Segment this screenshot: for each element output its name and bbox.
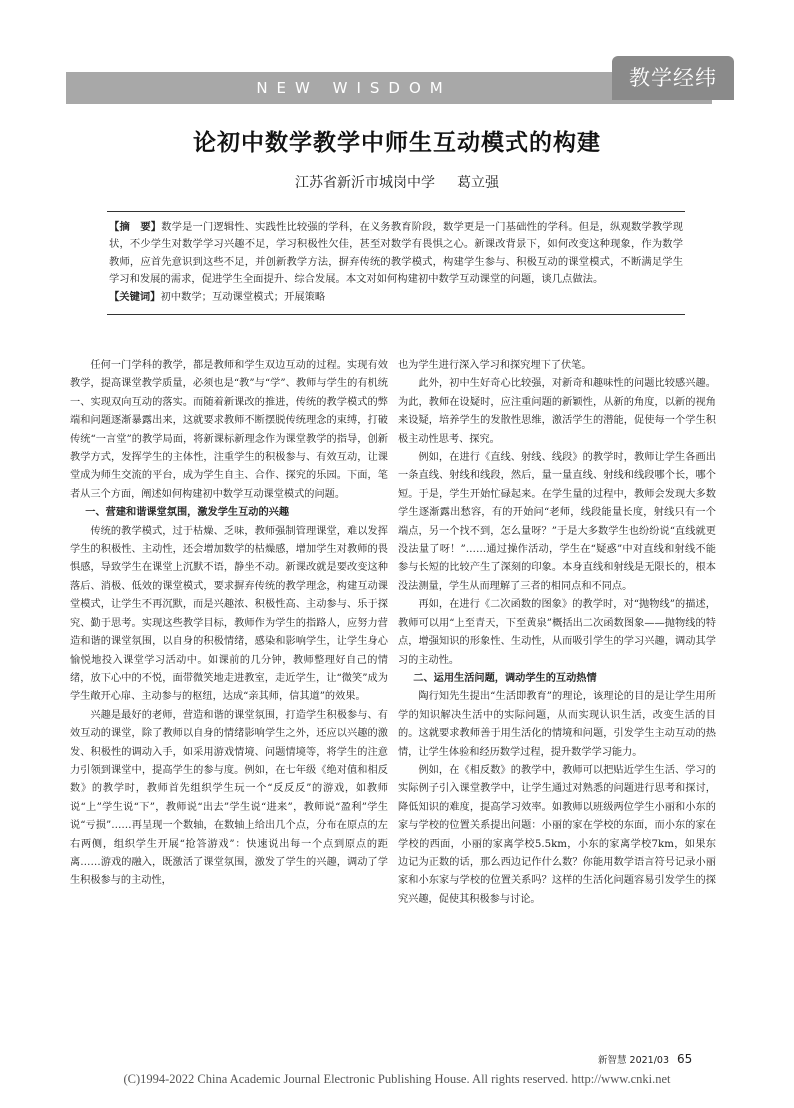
keywords-label: 【关键词】 — [109, 290, 161, 303]
paragraph: 兴趣是最好的老师，营造和谐的课堂氛围，打造学生积极参与、有效互动的课堂，除了教师以自身的情绪影响学生之外，还应以兴趣的激发、积极性的调动入手，如采用游戏情境、问题情境等，将学生的注意力引领到课堂中，提高学生的参与度。例如，在七年级《绝对值和相反数》的教学时，教师首先组织学生玩一个“反反反”的游戏，如教师说“上”学生说“下”，教师说“出去”学生说“进来”，教师说“盈利”学生说“亏损”……再呈现一个数轴，在数轴上给出几个点，分布在原点的左右两侧，组织学生开展“抢答游戏”：快速说出每一个点到原点的距离……游戏的融入，既激活了课堂氛围，激发了学生的兴趣，调动了学生积极参与的主动性， — [70, 709, 388, 887]
abstract-box — [107, 211, 685, 315]
article-title: 论初中数学教学中师生互动模式的构建 — [193, 130, 601, 156]
journal-issue: 新智慧 2021/03 — [598, 1055, 669, 1066]
paragraph: 陶行知先生提出“生活即教育”的理论，该理论的目的是让学生用所学的知识解决生活中的实际问题，从而实现认识生活，改变生活的目的。这就要求教师善于用生活化的情境和问题，引发学生主动互动的热情，让学生体验和经历数学过程，提升数学学习能力。 — [398, 691, 716, 758]
affiliation: 江苏省新沂市城岗中学 — [295, 175, 435, 191]
paragraph: 传统的教学模式，过于枯燥、乏味，教师强制管理课堂，难以发挥学生的积极性、主动性，还会增加数学的枯燥感，增加学生对教师的畏惧感，导致学生在课堂上沉默不语，静坐不动。新课改就是要改变这种落后、消极、低效的课堂模式，要求摒弃传统的教学理念，构建互动课堂模式，让学生不再沉默，而是兴趣浓、积极性高、主动参与、乐于探究、勤于思考。实现这些教学目标，教师作为学生的指路人，应努力营造和谐的课堂氛围，以自身的积极情绪，感染和影响学生，让学生身心愉悦地投入课堂学习活动中。如课前的几分钟，教师整理好自己的情绪，放下心中的不悦，面带微笑地走进教室，走近学生，让“微笑”成为学生敞开心扉、主动参与的枢纽，达成“亲其师，信其道”的效果。 — [70, 525, 388, 703]
paragraph: 例如，在《相反数》的教学中，教师可以把贴近学生生活、学习的实际例子引入课堂教学中，让学生通过对熟悉的问题进行思考和探讨，降低知识的难度，提高学习效率。如教师以班级两位学生小丽和小东的家与学校的位置关系提出问题：小丽的家在学校的东面，而小东的家在学校的西面，小丽的家离学校5.5km，小东的家离学校7km，如果东边记为正数的话，那么西边记作什么数？你能用数学语言符号记录小丽家和小东家与学校的位置关系吗？这样的生活化问题容易引发学生的探究兴趣，促使其积极参与讨论。 — [398, 764, 716, 905]
page-number: 65 — [677, 1052, 693, 1066]
section-tab: 教学经纬 — [612, 56, 734, 100]
abstract — [109, 219, 683, 289]
abstract-label: 【摘 要】 — [109, 221, 162, 233]
keywords — [109, 289, 683, 306]
left-column — [70, 357, 388, 891]
right-column — [398, 357, 716, 909]
author-line — [0, 172, 794, 192]
section-heading-1: 一、营建和谐课堂氛围，激发学生互动的兴趣 — [85, 507, 290, 519]
paragraph: 任何一门学科的教学，都是教师和学生双边互动的过程。实现有效教学，提高课堂教学质量，必须也是“教”与“学”、教师与学生的有机统一、实现双向互动的落实。而随着新课改的推进，传统的教学模式的弊端和问题逐渐暴露出来，这就要求教师不断摆脱传统理念的束缚，打破传统“一言堂”的教学局面，将新课标新理念作为课堂教学的指导，创新教学方式，发挥学生的主体性，注重学生的积极参与、有效互动，让课堂成为师生交流的平台，成为学生自主、合作、探究的乐园。下面，笔者从三个方面，阐述如何构建初中数学互动课堂模式的问题。 — [70, 360, 388, 500]
paragraph: 再如，在进行《二次函数的图象》的教学时，对“抛物线”的描述，教师可以用“上至青天，下至黄泉”概括出二次函数图象——抛物线的特点，增强知识的形象性、生动性，从而吸引学生的学习兴趣，调动其学习的主动性。 — [398, 599, 716, 666]
journal-brand: NEW WISDOM — [256, 79, 452, 97]
author-name: 葛立强 — [457, 175, 499, 191]
paragraph: 此外，初中生好奇心比较强，对新奇和趣味性的问题比较感兴趣。为此，教师在设疑时，应注重问题的新颖性，从新的角度，以新的视角来设疑，培养学生的发散性思维，激活学生的潜能，促使每一个学生积极主动性思考、探究。 — [398, 378, 716, 445]
abstract-text: 数学是一门逻辑性、实践性比较强的学科，在义务教育阶段，数学更是一门基础性的学科。但是，纵观数学教学现状，不少学生对数学学习兴趣不足，学习积极性欠佳，甚至对数学有畏惧之心。新课改背景下，如何改变这种现象，作为数学教师，应首先意识到这些不足，并创新教学方法，摒弃传统的教学模式，构建学生参与、积极互动的课堂模式，不断满足学生学习和发展的需求，促进学生全面提升、综合发展。本文对如何构建初中数学互动课堂的问题，谈几点做法。 — [109, 221, 684, 286]
paragraph: 例如，在进行《直线、射线、线段》的教学时，教师让学生各画出一条直线、射线和线段，然后，量一量直线、射线和线段哪个长，哪个短。于是，学生开始忙碌起来。在学生量的过程中，教师会发现大多数学生逐渐露出愁容，有的开始问“老师，线段能量长度，射线只有一个端点，另一个找不到，怎么量呀？”于是大多数学生也纷纷说“直线就更没法量了呀！”……通过操作活动，学生在“疑惑”中对直线和射线不能参与长短的比较产生了深刻的印象。本身直线和射线是无限长的，根本没法测量，学生从而理解了三者的相同点和不同点。 — [398, 452, 716, 592]
section-heading-2: 二、运用生活问题，调动学生的互动热情 — [413, 672, 597, 684]
copyright-line: (C)1994-2022 China Academic Journal Electronic Publishing House. All rights reserved. http://www.cnki.net — [123, 1072, 671, 1086]
paragraph: 也为学生进行深入学习和探究埋下了伏笔。 — [398, 360, 592, 371]
keywords-text: 初中数学；互动课堂模式；开展策略 — [160, 290, 326, 303]
page-footer — [598, 1052, 692, 1066]
